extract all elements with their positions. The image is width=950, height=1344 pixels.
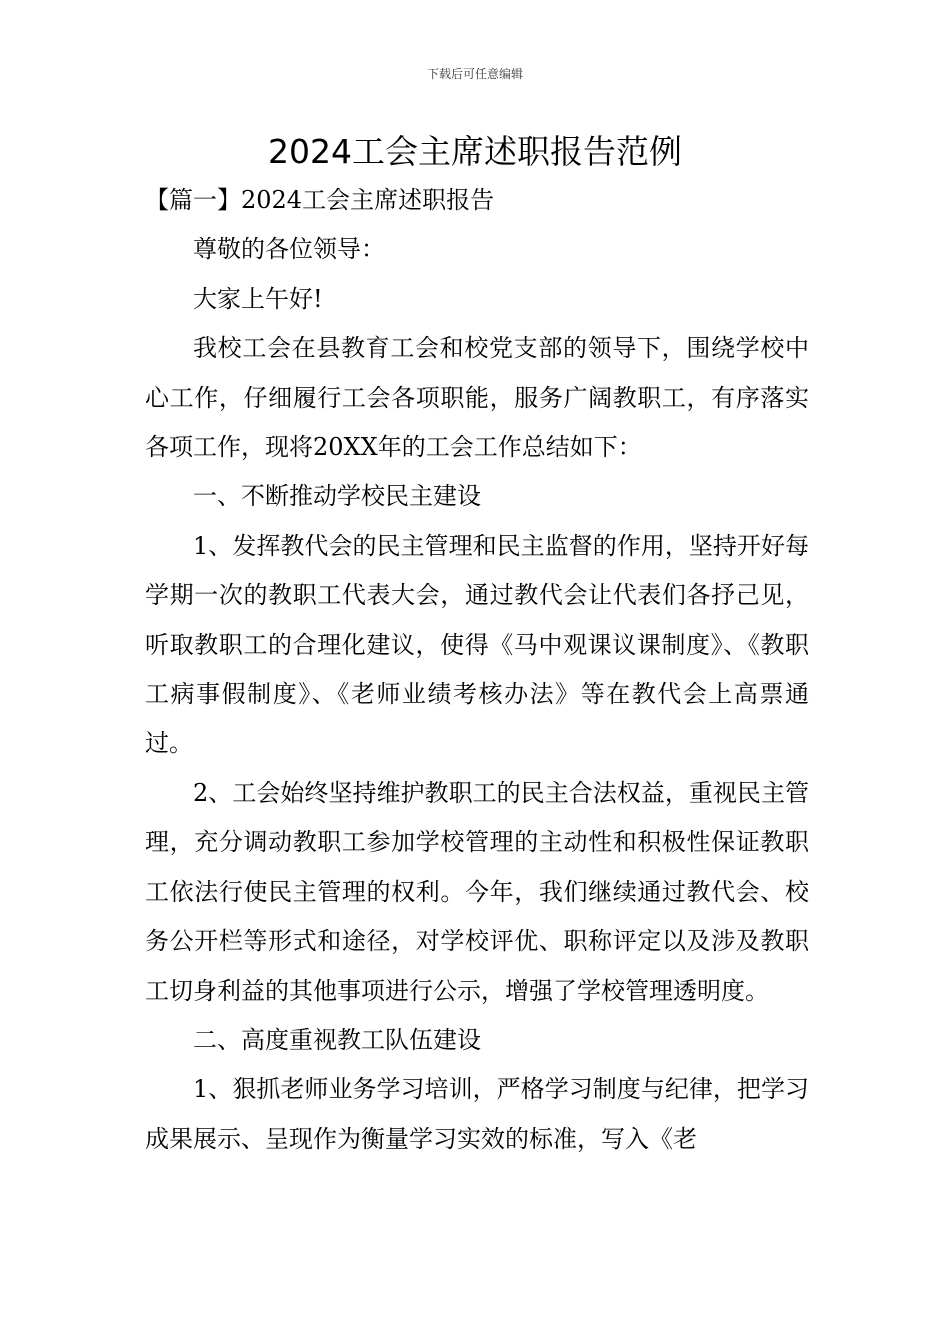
salutation: 尊敬的各位领导： <box>193 235 385 264</box>
paragraph-democracy-2: 2、工会始终坚持维护教职工的民主合法权益，重视民主管理，充分调动教职工参加学校管理的主动性和积极性保证教职工依法行使民主管理的权利。今年，我们继续通过教代会、校务公开栏等形式和途径，对学校评优、职称评定以及涉及教职工切身利益的其他事项进行公示，增强了学校管理透明度。 <box>145 778 809 1005</box>
paragraph-democracy-1: 1、发挥教代会的民主管理和民主监督的作用，坚持开好每学期一次的教职工代表大会，通过教代会让代表们各抒己见，听取教职工的合理化建议，使得《马中观课议课制度》、《教职工病事假制度》、《老师业绩考核办法》等在教代会上高票通过。 <box>145 531 809 758</box>
heading-democracy: 一、不断推动学校民主建设 <box>193 482 481 511</box>
greeting: 大家上午好! <box>193 284 323 313</box>
heading-team: 二、高度重视教工队伍建设 <box>193 1025 481 1054</box>
paragraph-intro: 我校工会在县教育工会和校党支部的领导下，围绕学校中心工作，仔细履行工会各项职能，服务广阔教职工，有序落实各项工作，现将20XX年的工会工作总结如下： <box>145 334 809 462</box>
section-heading: 【篇一】2024工会主席述职报告 <box>145 186 495 214</box>
document-title: 2024工会主席述职报告范例 <box>268 132 682 171</box>
paragraph-team-1: 1、狠抓老师业务学习培训，严格学习制度与纪律，把学习成果展示、呈现作为衡量学习实效的标准，写入《老 <box>145 1075 809 1153</box>
document-body <box>145 176 809 1164</box>
header-note: 下载后可任意编辑 <box>426 67 523 81</box>
